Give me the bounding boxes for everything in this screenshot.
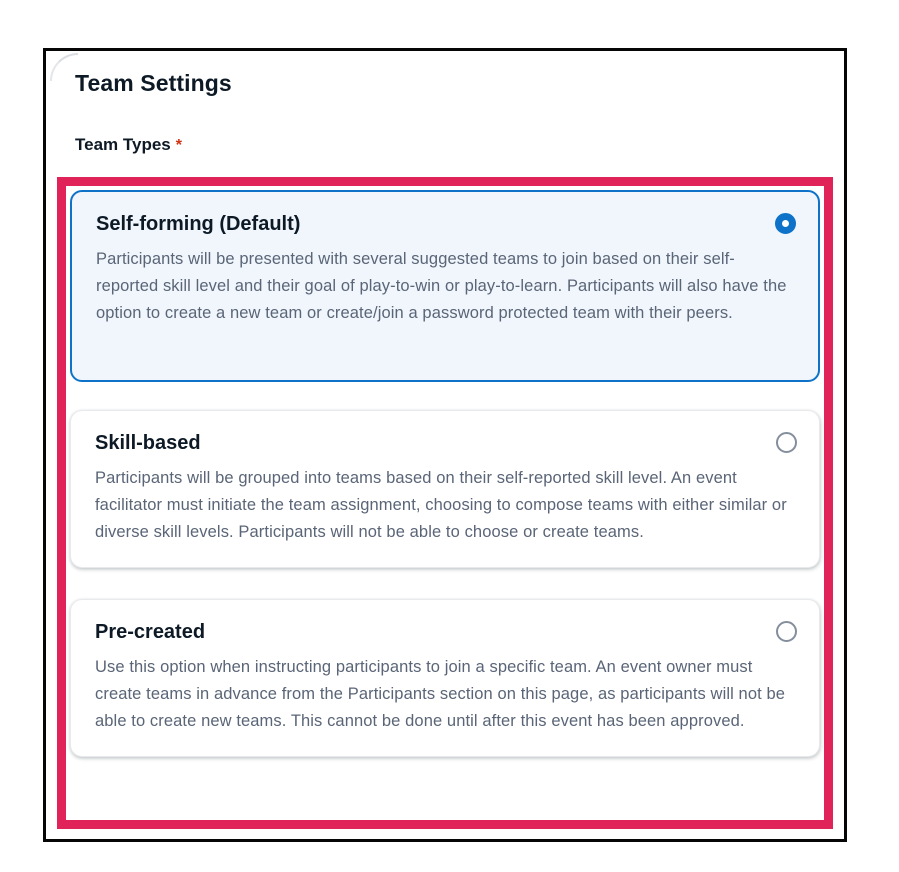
option-description: Participants will be grouped into teams based on their self-reported skill level. An event facilitator must initiate the team assignment, choosing to compose teams with either similar or diverse skill levels. Participants will not be able to choose or create teams.: [95, 469, 787, 541]
card-header: [95, 430, 795, 456]
radio-card-skill-based[interactable]: [70, 410, 820, 568]
card-header: [96, 211, 794, 237]
radio-button-skill-based[interactable]: [776, 432, 797, 453]
option-label: Skill-based: [95, 432, 201, 454]
card-header: [95, 619, 795, 645]
radio-button-self-forming[interactable]: [775, 213, 796, 234]
option-label: Self-forming (Default): [96, 213, 301, 235]
required-asterisk: *: [175, 137, 182, 154]
annotation-highlight-box: [57, 177, 833, 829]
radio-button-pre-created[interactable]: [776, 621, 797, 642]
option-label: Pre-created: [95, 621, 206, 643]
team-type-options-group: [66, 186, 824, 820]
page-title: Team Settings: [75, 70, 232, 96]
team-types-label: [75, 135, 182, 155]
option-description: Use this option when instructing participants to join a specific team. An event owner must create teams in advance from the Participants section on this page, as participants will not be able to create new teams. This cannot be done until after this event has been approved.: [95, 658, 786, 730]
option-description: Participants will be presented with several suggested teams to join based on their self-reported skill level and their goal of play-to-win or play-to-learn. Participants will also have the option to create a new team or create/join a password protected team with their peers.: [96, 250, 787, 322]
team-types-label-text: Team Types: [75, 135, 171, 154]
radio-card-self-forming[interactable]: [70, 190, 820, 382]
team-settings-panel: [43, 48, 847, 842]
radio-card-pre-created[interactable]: [70, 599, 820, 757]
panel-corner-decoration: [50, 53, 78, 81]
